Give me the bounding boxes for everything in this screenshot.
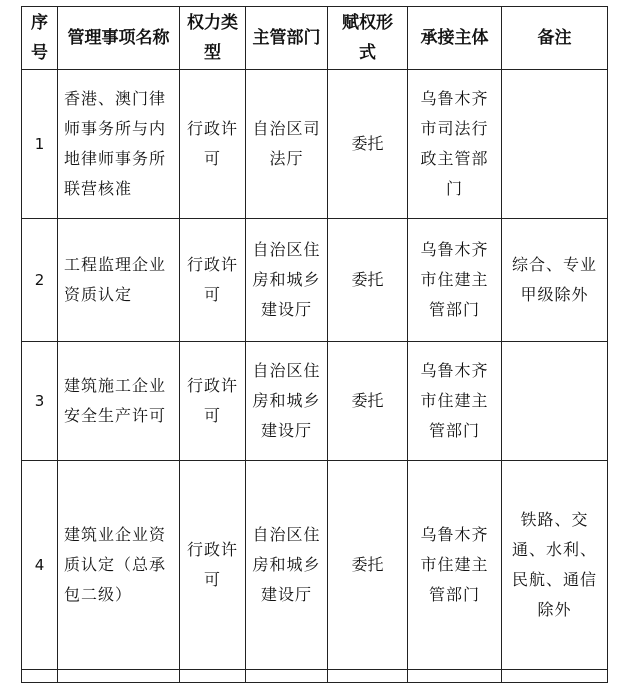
cell-receiver: 乌鲁木齐市住建主管部门: [408, 219, 502, 342]
cell-empty: [502, 670, 608, 683]
table-row: [22, 70, 608, 219]
cell-department: 自治区住房和城乡建设厅: [246, 342, 328, 461]
cell-seq: 4: [22, 461, 58, 670]
cell-form: 委托: [328, 70, 408, 219]
cell-item-name: 香港、澳门律师事务所与内地律师事务所联营核准: [58, 70, 180, 219]
header-form: 赋权形式: [328, 7, 408, 70]
cell-form: 委托: [328, 342, 408, 461]
header-seq: 序号: [22, 7, 58, 70]
cell-item-name: 建筑业企业资质认定（总承包二级）: [58, 461, 180, 670]
cell-power-type: 行政许可: [180, 342, 246, 461]
cell-power-type: 行政许可: [180, 70, 246, 219]
table-row: [22, 461, 608, 670]
header-item-name: 管理事项名称: [58, 7, 180, 70]
cell-power-type: 行政许可: [180, 219, 246, 342]
header-receiver: 承接主体: [408, 7, 502, 70]
table-row: [22, 342, 608, 461]
cell-form: 委托: [328, 461, 408, 670]
cell-receiver: 乌鲁木齐市住建主管部门: [408, 461, 502, 670]
cell-department: 自治区住房和城乡建设厅: [246, 461, 328, 670]
cell-seq: 2: [22, 219, 58, 342]
cell-item-name: 建筑施工企业安全生产许可: [58, 342, 180, 461]
cell-receiver: 乌鲁木齐市住建主管部门: [408, 342, 502, 461]
cell-empty: [328, 670, 408, 683]
cell-empty: [58, 670, 180, 683]
cell-empty: [408, 670, 502, 683]
cell-item-name: 工程监理企业资质认定: [58, 219, 180, 342]
cell-form: 委托: [328, 219, 408, 342]
table-row-partial: [22, 670, 608, 683]
cell-empty: [180, 670, 246, 683]
cell-seq: 3: [22, 342, 58, 461]
header-remark: 备注: [502, 7, 608, 70]
cell-remark: 综合、专业甲级除外: [502, 219, 608, 342]
cell-department: 自治区司法厅: [246, 70, 328, 219]
cell-power-type: 行政许可: [180, 461, 246, 670]
cell-remark: [502, 342, 608, 461]
cell-receiver: 乌鲁木齐市司法行政主管部门: [408, 70, 502, 219]
cell-remark: 铁路、交通、水利、民航、通信除外: [502, 461, 608, 670]
table-header-row: [22, 7, 608, 70]
authority-table: [21, 6, 608, 683]
cell-remark: [502, 70, 608, 219]
cell-empty: [246, 670, 328, 683]
cell-seq: 1: [22, 70, 58, 219]
table-row: [22, 219, 608, 342]
header-power-type: 权力类型: [180, 7, 246, 70]
cell-empty: [22, 670, 58, 683]
cell-department: 自治区住房和城乡建设厅: [246, 219, 328, 342]
header-department: 主管部门: [246, 7, 328, 70]
